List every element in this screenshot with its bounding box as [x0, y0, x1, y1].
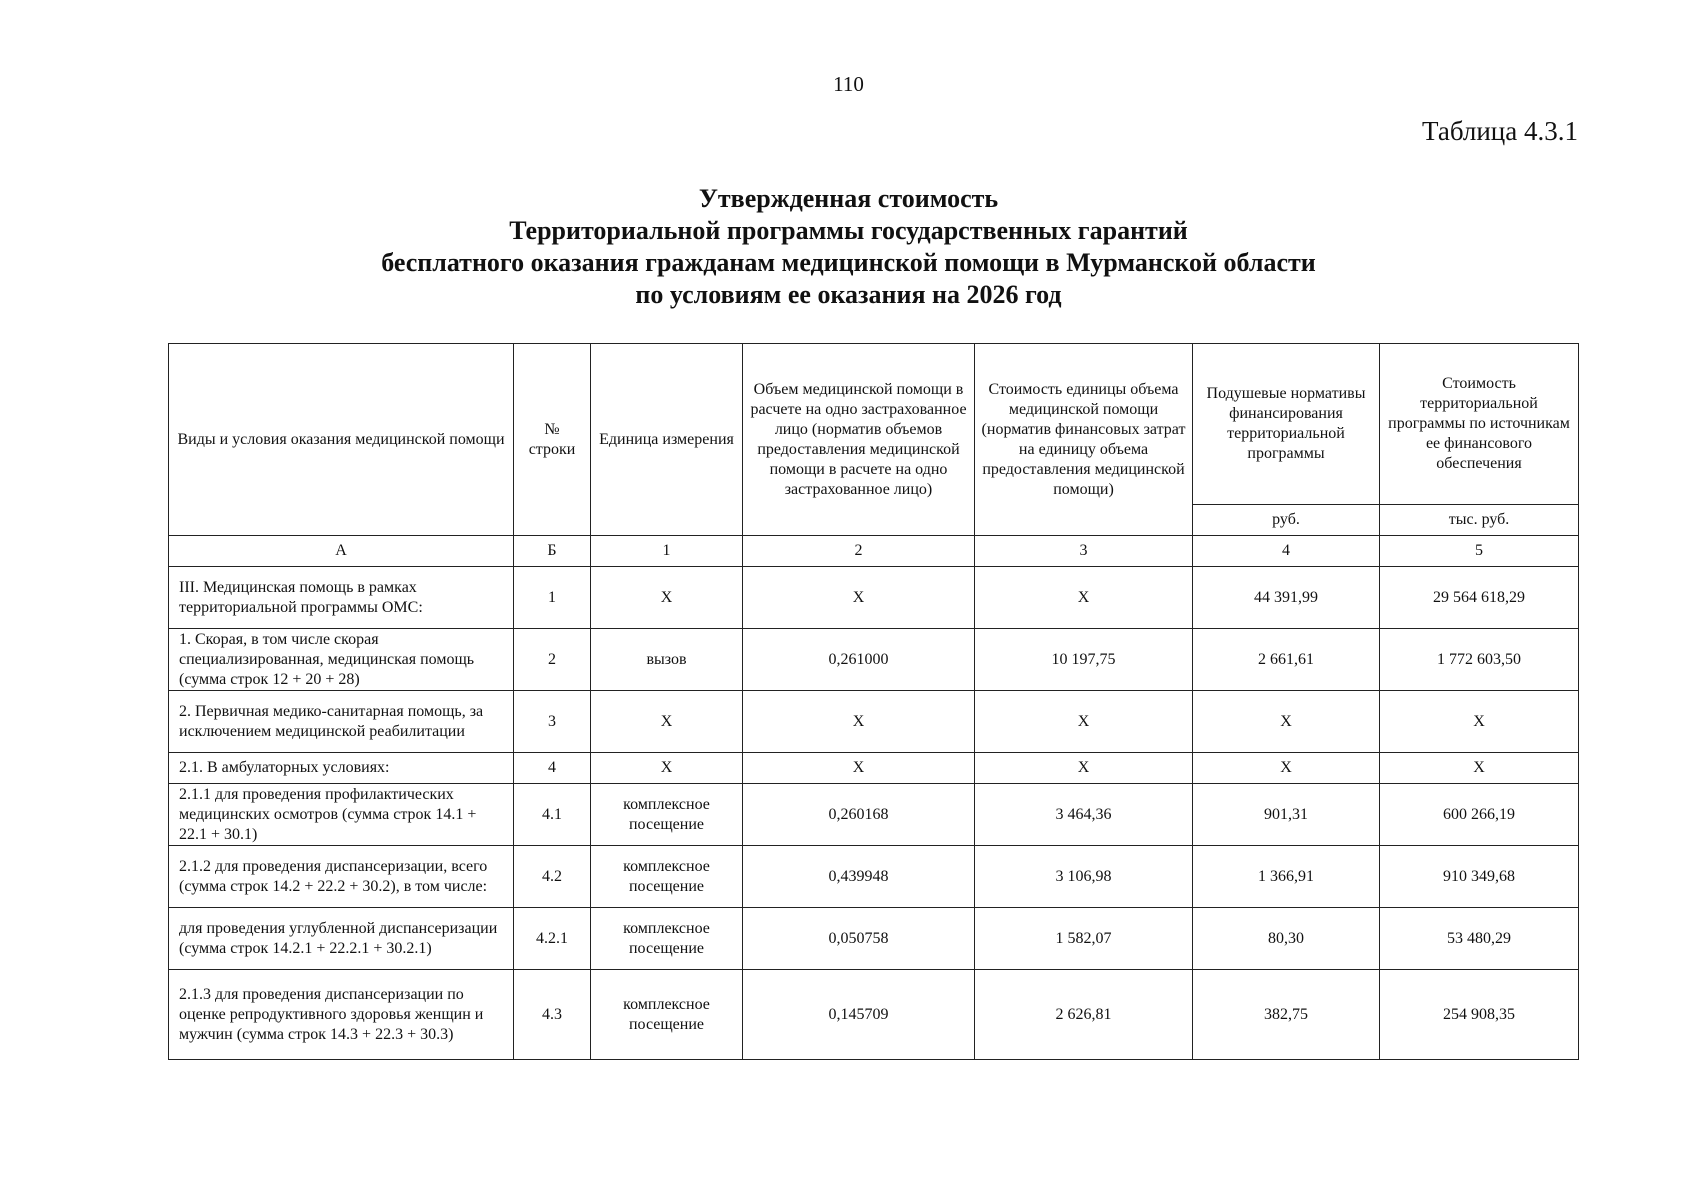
cell-volume: 0,261000: [743, 629, 975, 691]
cell-row-no: 4.2: [514, 846, 591, 908]
cell-row-no: 3: [514, 691, 591, 753]
cell-row-no: 1: [514, 567, 591, 629]
table-row: [169, 753, 1579, 784]
cell-total-cost: 600 266,19: [1380, 784, 1579, 846]
cell-unit-cost: Х: [975, 691, 1193, 753]
title-line: Территориальной программы государственных гарантий: [509, 216, 1188, 245]
cell-unit-cost: 1 582,07: [975, 908, 1193, 970]
cell-name: 2.1.2 для проведения диспансеризации, всего (сумма строк 14.2 + 22.2 + 30.2), в том числе:: [169, 846, 514, 908]
cell-per-capita: 901,31: [1193, 784, 1380, 846]
cell-total-cost: Х: [1380, 691, 1579, 753]
cell-unit: Х: [591, 753, 743, 784]
header-per-capita: Подушевые нормативы финансирования территориальной программы: [1193, 344, 1380, 505]
cell-total-cost: 254 908,35: [1380, 970, 1579, 1060]
cell-per-capita: Х: [1193, 691, 1380, 753]
cell-total-cost: 910 349,68: [1380, 846, 1579, 908]
cell-volume: 0,260168: [743, 784, 975, 846]
title-line: по условиям ее оказания на 2026 год: [635, 280, 1062, 309]
table-row: [169, 567, 1579, 629]
cell-total-cost: 53 480,29: [1380, 908, 1579, 970]
cell-name: 2.1.1 для проведения профилактических медицинских осмотров (сумма строк 14.1 + 22.1 + 30.1): [169, 784, 514, 846]
header-unit: Единица измерения: [591, 344, 743, 536]
table-row: [169, 970, 1579, 1060]
cell-row-no: 4.1: [514, 784, 591, 846]
cell-name: 2. Первичная медико-санитарная помощь, за исключением медицинской реабилитации: [169, 691, 514, 753]
cell-volume: Х: [743, 753, 975, 784]
cell-total-cost: Х: [1380, 753, 1579, 784]
cell-name: III. Медицинская помощь в рамках территориальной программы ОМС:: [169, 567, 514, 629]
cell-unit: комплексное посещение: [591, 970, 743, 1060]
cell-unit: комплексное посещение: [591, 846, 743, 908]
cell-volume: Х: [743, 567, 975, 629]
cell-row-no: 2: [514, 629, 591, 691]
cell-unit-cost: 2 626,81: [975, 970, 1193, 1060]
title-line: бесплатного оказания гражданам медицинской помощи в Мурманской области: [381, 248, 1316, 277]
cell-unit: комплексное посещение: [591, 784, 743, 846]
cell-per-capita: 80,30: [1193, 908, 1380, 970]
cell-volume: 0,439948: [743, 846, 975, 908]
title-line: Утвержденная стоимость: [698, 184, 999, 213]
cell-unit-cost: 10 197,75: [975, 629, 1193, 691]
table-row: [169, 629, 1579, 691]
document-title: [0, 183, 1697, 311]
column-letters-row: [169, 536, 1579, 567]
column-letter: 3: [975, 536, 1193, 567]
table-row: [169, 846, 1579, 908]
cell-total-cost: 1 772 603,50: [1380, 629, 1579, 691]
cell-row-no: 4.3: [514, 970, 591, 1060]
cell-per-capita: Х: [1193, 753, 1380, 784]
table-row: [169, 908, 1579, 970]
column-letter: 4: [1193, 536, 1380, 567]
column-letter: 5: [1380, 536, 1579, 567]
cell-unit: Х: [591, 691, 743, 753]
column-letter: Б: [514, 536, 591, 567]
cell-name: 1. Скорая, в том числе скорая специализированная, медицинская помощь (сумма строк 12 + 20 + 28): [169, 629, 514, 691]
cell-unit-cost: Х: [975, 567, 1193, 629]
cell-unit-cost: Х: [975, 753, 1193, 784]
cell-name: 2.1. В амбулаторных условиях:: [169, 753, 514, 784]
header-types: Виды и условия оказания медицинской помощи: [169, 344, 514, 536]
cell-per-capita: 1 366,91: [1193, 846, 1380, 908]
cost-table: [168, 343, 1579, 1060]
unit-per-capita: руб.: [1193, 505, 1380, 536]
header-unit-cost: Стоимость единицы объема медицинской помощи (норматив финансовых затрат на единицу объема предоставления медицинской помощи): [975, 344, 1193, 536]
header-volume: Объем медицинской помощи в расчете на одно застрахованное лицо (норматив объемов предоставления медицинской помощи в расчете на одно застрахованное лицо): [743, 344, 975, 536]
cell-per-capita: 2 661,61: [1193, 629, 1380, 691]
column-letter: 2: [743, 536, 975, 567]
cell-per-capita: 44 391,99: [1193, 567, 1380, 629]
table-row: [169, 691, 1579, 753]
cell-unit: вызов: [591, 629, 743, 691]
cell-unit-cost: 3 464,36: [975, 784, 1193, 846]
cell-volume: 0,145709: [743, 970, 975, 1060]
table-row: [169, 784, 1579, 846]
cell-row-no: 4.2.1: [514, 908, 591, 970]
cell-unit: Х: [591, 567, 743, 629]
cell-volume: 0,050758: [743, 908, 975, 970]
cell-name: для проведения углубленной диспансеризации (сумма строк 14.2.1 + 22.2.1 + 30.2.1): [169, 908, 514, 970]
header-row-no: № строки: [514, 344, 591, 536]
cell-name: 2.1.3 для проведения диспансеризации по оценке репродуктивного здоровья женщин и мужчин (сумма строк 14.3 + 22.3 + 30.3): [169, 970, 514, 1060]
cell-total-cost: 29 564 618,29: [1380, 567, 1579, 629]
column-letter: А: [169, 536, 514, 567]
unit-total-cost: тыс. руб.: [1380, 505, 1579, 536]
cell-unit: комплексное посещение: [591, 908, 743, 970]
cell-row-no: 4: [514, 753, 591, 784]
column-letter: 1: [591, 536, 743, 567]
page-number: 110: [833, 72, 864, 96]
header-total-cost: Стоимость территориальной программы по источникам ее финансового обеспечения: [1380, 344, 1579, 505]
cell-unit-cost: 3 106,98: [975, 846, 1193, 908]
cell-volume: Х: [743, 691, 975, 753]
table-label: Таблица 4.3.1: [1422, 116, 1578, 146]
cell-per-capita: 382,75: [1193, 970, 1380, 1060]
table-header-row: [169, 344, 1579, 505]
